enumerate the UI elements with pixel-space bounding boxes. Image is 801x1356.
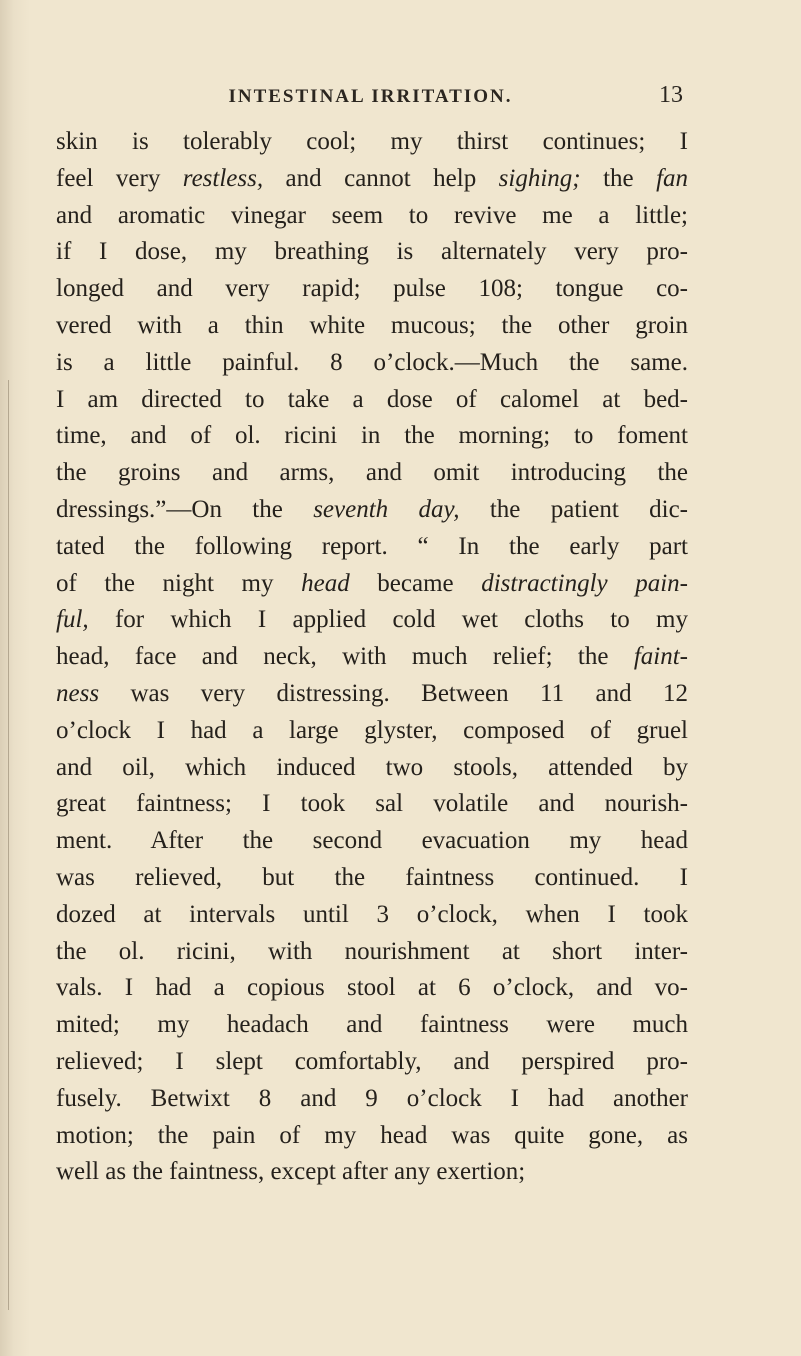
- text-run: time, and of ol. ricini in the morning; to foment: [56, 422, 688, 450]
- text-line: [56, 382, 688, 419]
- text-line: [56, 750, 688, 787]
- text-line: [56, 161, 688, 198]
- text-line: [56, 308, 688, 345]
- text-run: longed and very rapid; pulse 108; tongue co-: [56, 275, 688, 303]
- text-run: vals. I had a copious stool at 6 o’clock, and vo-: [56, 974, 688, 1002]
- text-line: [56, 234, 688, 271]
- text-line: [56, 860, 688, 897]
- text-run: skin is tolerably cool; my thirst continues; I: [56, 128, 688, 155]
- text-line: [56, 566, 688, 603]
- text-line: [56, 1044, 688, 1081]
- text-run: I am directed to take a dose of calomel at bed-: [56, 385, 688, 413]
- text-run: dressings.”—On the: [56, 495, 314, 523]
- text-run: well as the faintness, except after any exertion;: [56, 1158, 526, 1186]
- text-line: [56, 602, 688, 639]
- text-run: the: [580, 164, 657, 192]
- text-line: [56, 492, 688, 529]
- text-run: ment. After the second evacuation my head: [56, 827, 688, 855]
- italic-run: sighing;: [498, 164, 581, 192]
- text-run: became: [349, 569, 482, 597]
- text-line: [56, 713, 688, 750]
- text-line: [56, 934, 688, 971]
- text-run: fusely. Betwixt 8 and 9 o’clock I had another: [56, 1084, 688, 1112]
- text-line: [56, 198, 688, 235]
- text-run: dozed at intervals until 3 o’clock, when I took: [56, 900, 688, 928]
- text-run: and cannot help: [263, 164, 499, 192]
- text-line: [56, 823, 688, 860]
- text-line: [56, 1118, 688, 1155]
- italic-run: seventh day,: [313, 495, 460, 523]
- text-run: tated the following report. “ In the early part: [56, 532, 688, 560]
- text-line: [56, 529, 688, 566]
- text-line: [56, 345, 688, 382]
- italic-run: restless,: [182, 164, 264, 192]
- text-run: if I dose, my breathing is alternately very pro-: [56, 238, 688, 266]
- text-line: [56, 786, 688, 823]
- text-line: [56, 639, 688, 676]
- text-line: [56, 970, 688, 1007]
- page-number: 13: [659, 82, 683, 108]
- italic-run: faint-: [633, 643, 688, 671]
- text-run: the ol. ricini, with nourishment at short inter-: [56, 937, 688, 965]
- text-line: [56, 897, 688, 934]
- italic-run: fan: [656, 164, 689, 192]
- text-line: [56, 271, 688, 308]
- text-run: o’clock I had a large glyster, composed of gruel: [56, 716, 688, 744]
- text-line: [56, 1081, 688, 1118]
- text-run: and aromatic vinegar seem to revive me a little;: [56, 201, 688, 229]
- text-run: the patient dic-: [459, 495, 688, 523]
- text-line: [56, 418, 688, 455]
- text-run: the groins and arms, and omit introducing the: [56, 459, 688, 487]
- text-run: and oil, which induced two stools, attended by: [56, 753, 688, 781]
- text-run: mited; my headach and faintness were much: [56, 1011, 688, 1039]
- gutter-shadow: [8, 380, 9, 1310]
- italic-run: ness: [56, 679, 100, 707]
- text-line: [56, 455, 688, 492]
- text-run: great faintness; I took sal volatile and nourish-: [56, 790, 688, 818]
- text-run: was relieved, but the faintness continued. I: [56, 863, 688, 891]
- italic-run: ful,: [56, 606, 89, 634]
- text-run: was very distressing. Between 11 and 12: [99, 679, 688, 707]
- text-run: feel very: [56, 164, 183, 192]
- italic-run: head: [301, 569, 350, 597]
- text-line: [56, 676, 688, 713]
- text-line: [56, 1154, 688, 1191]
- text-run: motion; the pain of my head was quite gone, as: [56, 1121, 688, 1149]
- body-text: [56, 124, 688, 1191]
- italic-run: distractingly pain-: [481, 569, 688, 597]
- running-title: INTESTINAL IRRITATION.: [228, 86, 513, 107]
- text-run: relieved; I slept comfortably, and perspired pro-: [56, 1047, 688, 1075]
- text-run: is a little painful. 8 o’clock.—Much the same.: [56, 348, 688, 376]
- text-line: [56, 124, 688, 161]
- text-run: head, face and neck, with much relief; the: [56, 643, 634, 671]
- text-run: of the night my: [56, 569, 302, 597]
- text-run: vered with a thin white mucous; the other groin: [56, 311, 688, 339]
- text-run: for which I applied cold wet cloths to my: [88, 606, 688, 634]
- text-line: [56, 1007, 688, 1044]
